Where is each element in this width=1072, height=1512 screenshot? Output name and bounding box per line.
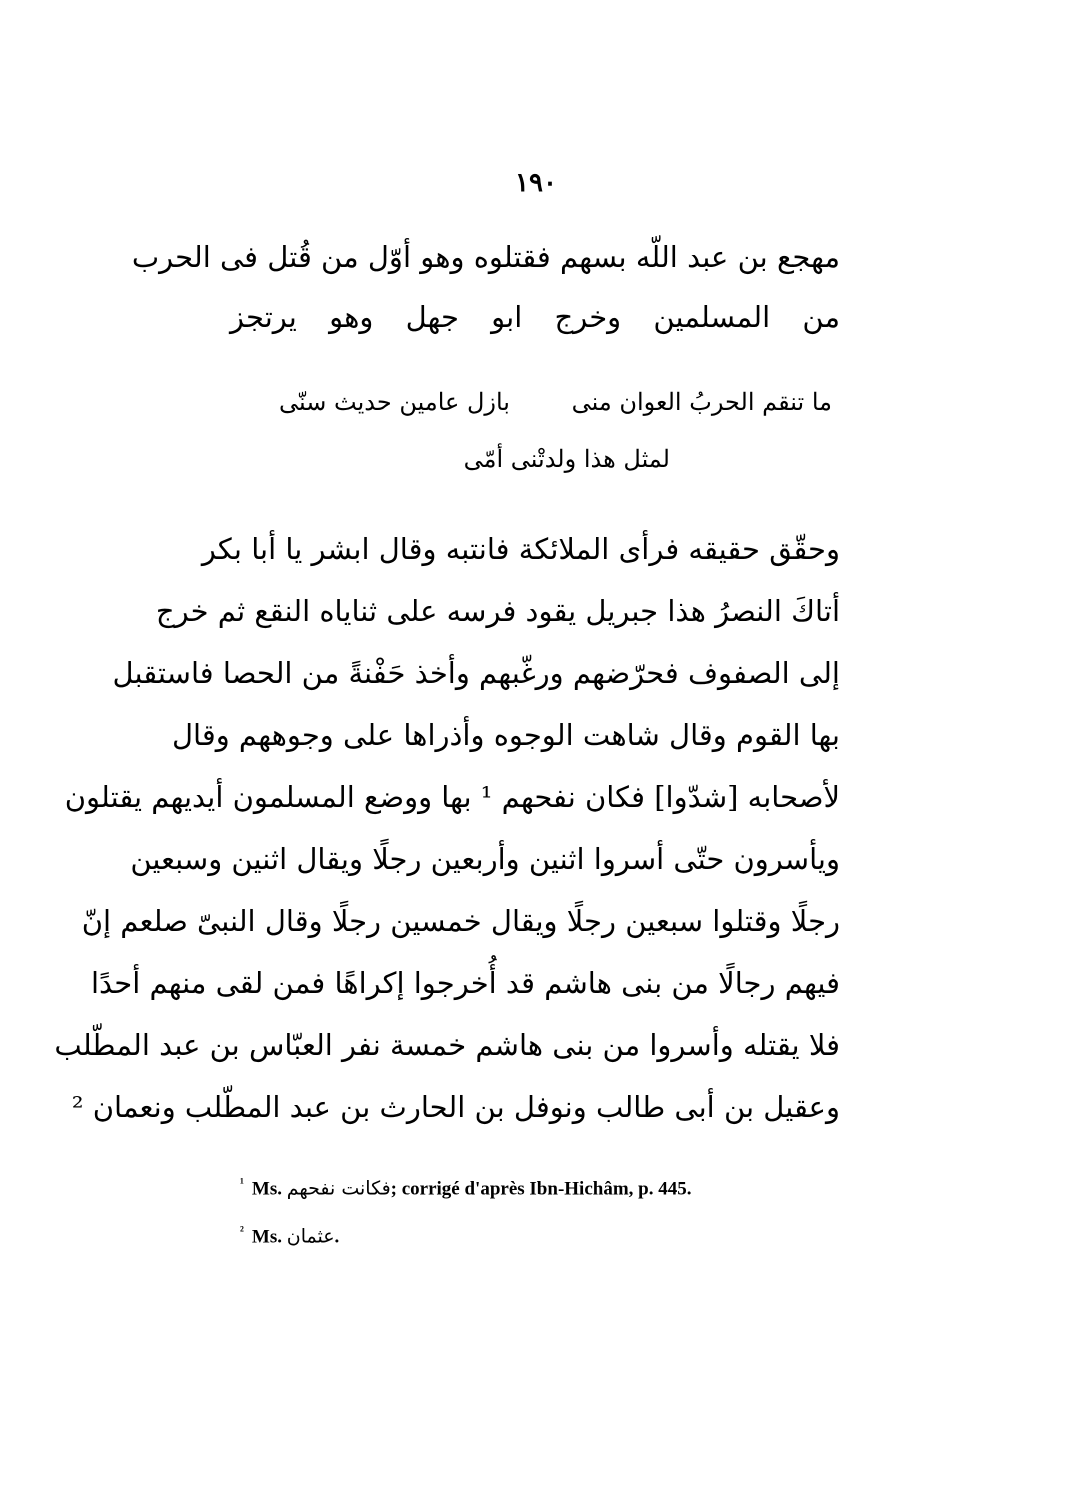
text-line: رجلًا وقتلوا سبعين رجلًا ويقال خمسين رجلًا وقال النبىّ صلعم إنّ <box>81 904 840 938</box>
footnotes <box>240 1175 840 1255</box>
text-line: من المسلمين وخرج ابو جهل وهو يرتجز <box>230 300 840 334</box>
text-line: فيهم رجالًا من بنى هاشم قد أُخرجوا إكراهًا فمن لقى منهم أحدًا <box>90 966 840 1000</box>
text-line: ويأسرون حتّى أسروا اثنين وأربعين رجلًا ويقال اثنين وسبعين <box>130 842 840 876</box>
footnote-mark: ¹ <box>240 1175 244 1190</box>
text-line: فلا يقتله وأسروا من بنى هاشم خمسة نفر العبّاس بن عبد المطّلب <box>54 1028 840 1062</box>
footnote-prefix: Ms. <box>251 1178 282 1200</box>
footnote-text: . <box>334 1226 340 1248</box>
footnote-1 <box>240 1175 691 1200</box>
footnote-prefix: Ms. <box>251 1226 282 1248</box>
verse-hemistich-second: لمثل هذا ولدتْنى أمّى <box>463 445 670 473</box>
footnote-mark: ² <box>240 1223 244 1238</box>
text-line: بها القوم وقال شاهت الوجوه وأذراها على وجوههم وقال <box>171 718 840 752</box>
text-line: وعقيل بن أبى طالب ونوفل بن الحارث بن عبد المطّلب ونعمان ² <box>71 1090 840 1124</box>
text-line: لأصحابه [شدّوا] فكان نفحهم ¹ بها ووضع المسلمون أيديهم يقتلون <box>64 780 840 814</box>
text-line: مهجع بن عبد اللّه بسهم فقتلوه وهو أوّل من قُتل فى الحرب <box>131 240 840 274</box>
footnote-arabic: فكانت نفحهم <box>286 1177 391 1200</box>
verse-hemistich-left: بازل عامين حديث سنّى <box>279 388 510 416</box>
text-line: وحقّق حقيقه فرأى الملائكة فانتبه وقال ابشر يا أبا بكر <box>201 532 840 566</box>
footnote-2 <box>240 1223 339 1248</box>
paragraph-1 <box>131 240 840 360</box>
footnote-text: ; corrigé d'après Ibn-Hichâm, p. 445. <box>390 1178 692 1200</box>
page-number: ١٩٠ <box>515 168 557 198</box>
verse-hemistich-right: ما تنقم الحربُ العوان منى <box>571 388 832 416</box>
paragraph-2 <box>54 532 840 1132</box>
text-line: إلى الصفوف فحرّضهم ورغّبهم وأخذ حَفْنةً من الحصا فاستقبل <box>112 656 840 690</box>
footnote-arabic: عثمان <box>286 1225 335 1248</box>
text-line: أتاكَ النصرُ هذا جبريل يقود فرسه على ثناياه النقع ثم خرج <box>155 594 840 628</box>
